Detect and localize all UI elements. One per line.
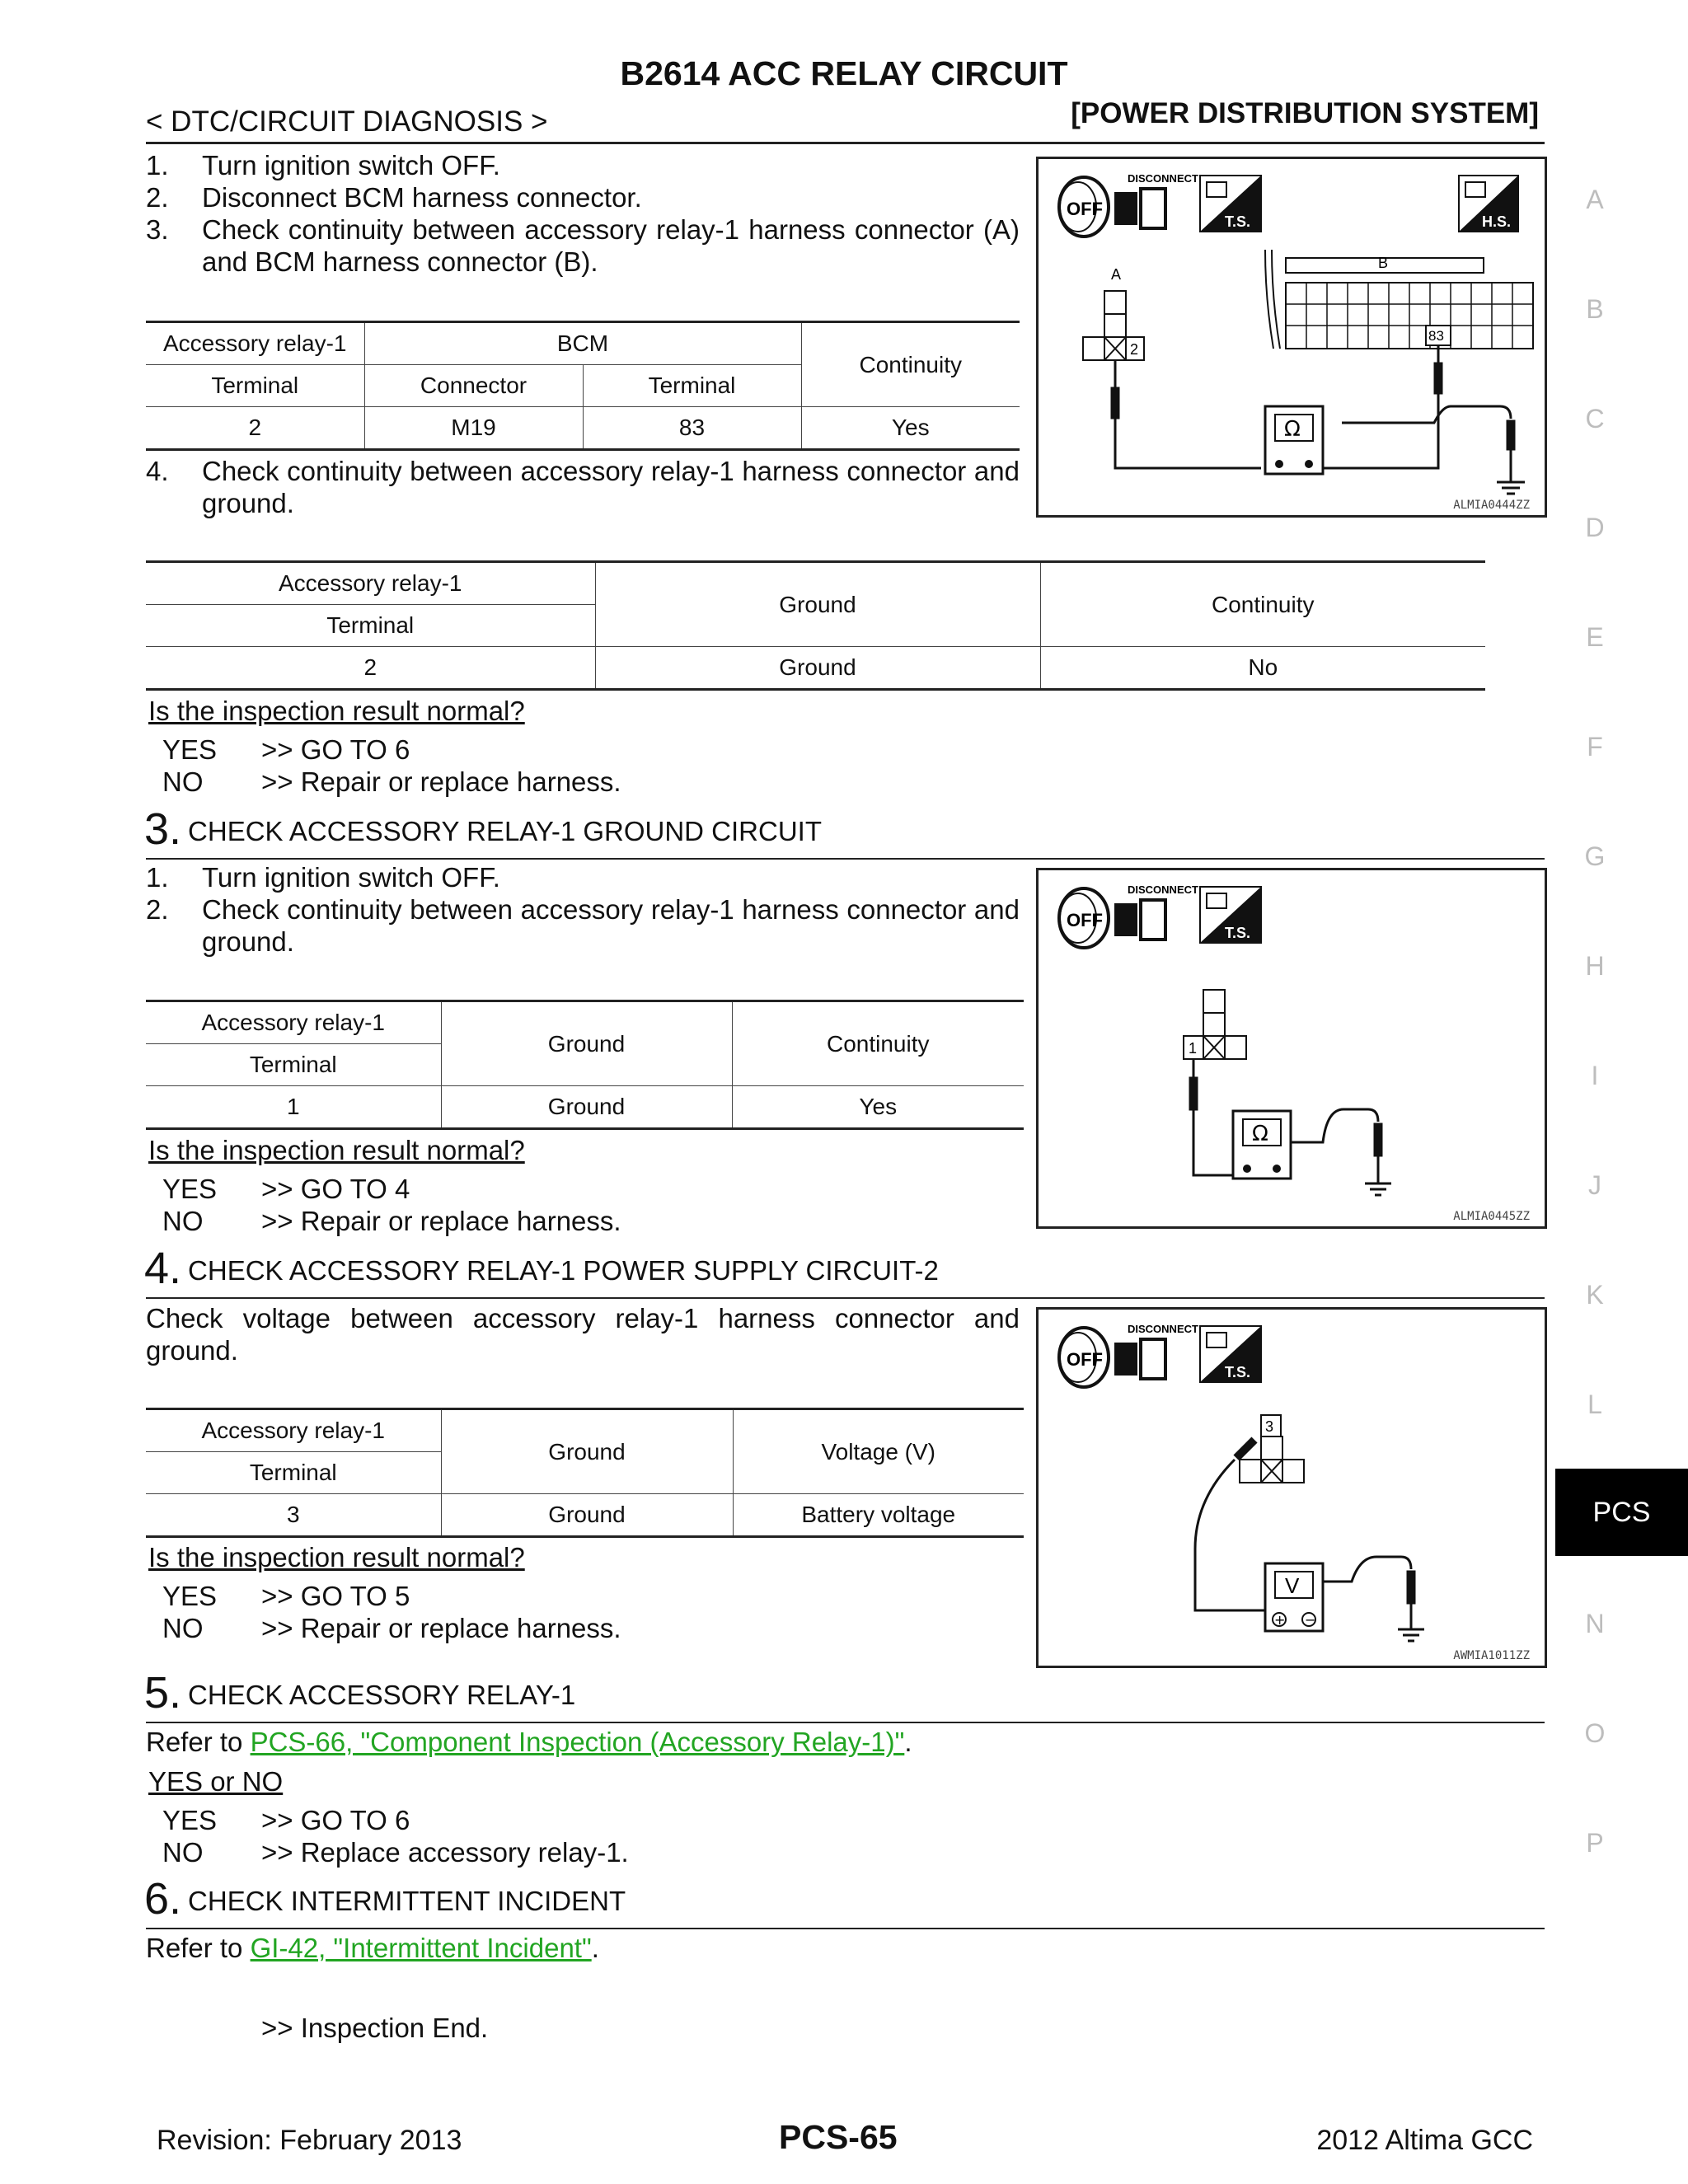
figure-code: AWMIA1011ZZ [1453,1649,1530,1662]
table-cell: 1 [146,1086,441,1129]
ts-icon [1200,887,1261,943]
svg-text:T.S.: T.S. [1225,1364,1251,1380]
table-cell: 3 [146,1494,441,1537]
figure-voltage-check [1036,1307,1547,1668]
answer-no-action: >> Repair or replace harness. [261,1613,621,1643]
refer-text: Refer to [146,1933,251,1963]
svg-text:A: A [1111,266,1122,283]
answer-no: NO [162,1613,204,1643]
voltage-table [146,1408,1024,1538]
svg-text:+: + [1274,1612,1286,1628]
answer-no: NO [162,1206,204,1236]
table-header: Accessory relay-1 [146,1409,441,1452]
svg-text:OFF: OFF [1067,1349,1103,1370]
step6-rule [146,1928,1545,1929]
answer-yes-action: >> GO TO 4 [261,1174,410,1204]
answer-yes: YES [162,1174,218,1204]
step-text: Check voltage between accessory relay-1 harness connector and ground. [146,1303,1020,1366]
connector-b [1265,250,1533,349]
table-cell: Ground [595,647,1040,690]
table-header: Accessory relay-1 [146,1001,441,1044]
step-title: CHECK ACCESSORY RELAY-1 POWER SUPPLY CIRCUIT-2 [188,1255,939,1286]
table-cell: Yes [732,1086,1024,1129]
system-label: [POWER DISTRIBUTION SYSTEM] [1071,97,1539,129]
table-header: Terminal [583,365,801,407]
sidebar-item-d[interactable]: D [1585,513,1605,542]
wiring-diagram [1039,1310,1545,1666]
step-text: Check continuity between accessory relay-1 harness connector (A) and BCM harness connector (B). [202,214,1020,277]
table-cell: 2 [146,647,595,690]
refer-text: Refer to [146,1727,251,1757]
step-number: 3. [144,804,182,854]
disconnect-icon [1114,1323,1198,1379]
answer-yes-action: >> GO TO 6 [261,734,410,765]
table-header: Connector [364,365,583,407]
step3-heading [144,804,822,855]
ignition-off-icon [1059,1328,1109,1387]
step-number: 4. [146,456,169,486]
step-title: CHECK INTERMITTENT INCIDENT [188,1886,626,1916]
svg-text:83: 83 [1428,328,1444,344]
table-cell: Battery voltage [733,1494,1024,1537]
step4-heading [144,1243,939,1294]
inspection-question: Is the inspection result normal? [148,1135,525,1165]
sidebar-item-a[interactable]: A [1586,185,1604,214]
figure-code: ALMIA0445ZZ [1453,1210,1530,1223]
sidebar-item-b[interactable]: B [1586,294,1604,324]
inspection-question: YES or NO [148,1766,284,1797]
sidebar-item-j[interactable]: J [1588,1170,1601,1200]
table-header: BCM [364,322,801,365]
refer-line [146,1933,599,1964]
table-cell: 83 [583,407,801,450]
svg-text:DISCONNECT: DISCONNECT [1128,883,1198,896]
step-title: CHECK ACCESSORY RELAY-1 GROUND CIRCUIT [188,816,823,846]
svg-text:Ω: Ω [1252,1122,1268,1146]
answer-yes-action: >> GO TO 6 [261,1805,410,1835]
svg-text:T.S.: T.S. [1225,213,1251,230]
table-header: Terminal [146,365,364,407]
step5-heading [144,1667,575,1718]
answer-yes-action: >> GO TO 5 [261,1581,410,1611]
answer-no: NO [162,1837,204,1868]
step-number: 5. [144,1668,182,1718]
sidebar-item-n[interactable]: N [1585,1609,1605,1638]
table-header: Terminal [146,1044,441,1086]
footer-revision: Revision: February 2013 [157,2125,462,2156]
answer-no-action: >> Repair or replace harness. [261,1206,621,1236]
step-text: Check continuity between accessory relay-1 harness connector and ground. [202,456,1020,518]
answer-no-action: >> Replace accessory relay-1. [261,1837,629,1868]
sidebar-item-e[interactable]: E [1586,622,1604,652]
table-header: Terminal [146,1452,441,1494]
answer-yes: YES [162,1581,218,1611]
sidebar-item-i[interactable]: I [1591,1061,1599,1090]
step-text: Disconnect BCM harness connector. [202,182,642,213]
sidebar-item-f[interactable]: F [1587,732,1603,762]
ignition-off-icon [1059,888,1109,948]
svg-text:−: − [1305,1612,1316,1628]
ts-icon [1200,176,1261,232]
svg-text:OFF: OFF [1067,910,1103,930]
refer-text: . [591,1933,599,1963]
svg-text:Ω: Ω [1284,417,1301,442]
sidebar-item-g[interactable]: G [1584,841,1606,871]
figure-bcm-continuity [1036,157,1547,518]
step3-rule [146,858,1545,860]
table-header: Voltage (V) [733,1409,1024,1494]
step-number: 1. [146,862,169,893]
svg-text:1: 1 [1189,1040,1198,1057]
step-number: 4. [144,1244,182,1293]
hs-icon [1459,176,1518,232]
step6-heading [144,1873,626,1924]
sidebar-item-c[interactable]: C [1585,404,1605,434]
sidebar-item-pcs[interactable]: PCS [1555,1469,1688,1556]
footer-page-number: PCS-65 [779,2118,898,2156]
table-header: Continuity [801,322,1020,407]
page-title: B2614 ACC RELAY CIRCUIT [620,54,1068,92]
table-cell: Ground [441,1494,733,1537]
component-inspection-link[interactable]: PCS-66, "Component Inspection (Accessory Relay-1)" [250,1727,905,1757]
table-header: Continuity [1040,562,1485,647]
table-header: Ground [441,1001,732,1086]
table-cell: Ground [441,1086,732,1129]
answer-yes: YES [162,1805,218,1835]
step-title: CHECK ACCESSORY RELAY-1 [188,1680,576,1710]
disconnect-icon [1114,172,1198,228]
voltmeter-icon [1265,1563,1323,1631]
ohmmeter-icon [1265,406,1323,474]
sidebar-item-p[interactable]: P [1586,1828,1604,1858]
wiring-diagram [1039,159,1545,515]
step-number: 2. [146,894,169,925]
wiring-diagram [1039,870,1545,1226]
section-label: < DTC/CIRCUIT DIAGNOSIS > [146,105,548,138]
svg-text:H.S.: H.S. [1482,213,1512,230]
figure-ground-continuity [1036,868,1547,1229]
step-text: Turn ignition switch OFF. [202,150,500,180]
svg-text:DISCONNECT: DISCONNECT [1128,172,1198,185]
answer-no-action: >> Repair or replace harness. [261,766,621,797]
table-header: Accessory relay-1 [146,562,595,605]
continuity-table-ground-circuit [146,1000,1024,1130]
table-header: Ground [595,562,1040,647]
continuity-table-ground [146,560,1485,691]
step5-rule [146,1722,1545,1723]
answer-no: NO [162,766,204,797]
table-header: Continuity [732,1001,1024,1086]
sidebar-item-h[interactable]: H [1585,951,1605,981]
svg-text:T.S.: T.S. [1225,925,1251,941]
svg-text:2: 2 [1130,341,1139,358]
refer-text: . [904,1727,912,1757]
continuity-table-bcm [146,321,1020,451]
ignition-off-icon [1059,177,1109,237]
table-cell: M19 [364,407,583,450]
sidebar-item-o[interactable]: O [1584,1718,1606,1748]
step-number: 1. [146,150,169,180]
table-header: Ground [441,1409,733,1494]
ohmmeter-icon [1233,1111,1291,1179]
step-text: Check continuity between accessory relay-1 harness connector and ground. [202,894,1020,957]
figure-code: ALMIA0444ZZ [1453,499,1530,512]
inspection-end: >> Inspection End. [261,2013,489,2043]
disconnect-icon [1114,883,1198,940]
sidebar-item-k[interactable]: K [1586,1280,1604,1310]
step-text: Turn ignition switch OFF. [202,862,500,893]
svg-text:V: V [1285,1573,1300,1598]
table-header: Terminal [146,605,595,647]
table-cell: No [1040,647,1485,690]
answer-yes: YES [162,734,218,765]
table-header: Accessory relay-1 [146,322,364,365]
step4-rule [146,1297,1545,1299]
svg-text:B: B [1378,255,1389,271]
ts-icon [1200,1326,1261,1382]
table-cell: Yes [801,407,1020,450]
inspection-question: Is the inspection result normal? [148,696,525,726]
intermittent-incident-link[interactable]: GI-42, "Intermittent Incident" [250,1933,592,1963]
refer-line [146,1727,912,1758]
relay-connector [1184,990,1246,1059]
step-number: 3. [146,214,169,245]
inspection-question: Is the inspection result normal? [148,1542,525,1572]
sidebar-item-l[interactable]: L [1587,1390,1602,1419]
svg-text:DISCONNECT: DISCONNECT [1128,1323,1198,1335]
svg-text:3: 3 [1265,1418,1274,1435]
connector-a [1083,266,1144,360]
svg-text:OFF: OFF [1067,199,1103,219]
header-rule [146,142,1545,144]
table-cell: 2 [146,407,364,450]
step-number: 6. [144,1874,182,1924]
footer-model: 2012 Altima GCC [1316,2125,1533,2156]
step-number: 2. [146,182,169,213]
